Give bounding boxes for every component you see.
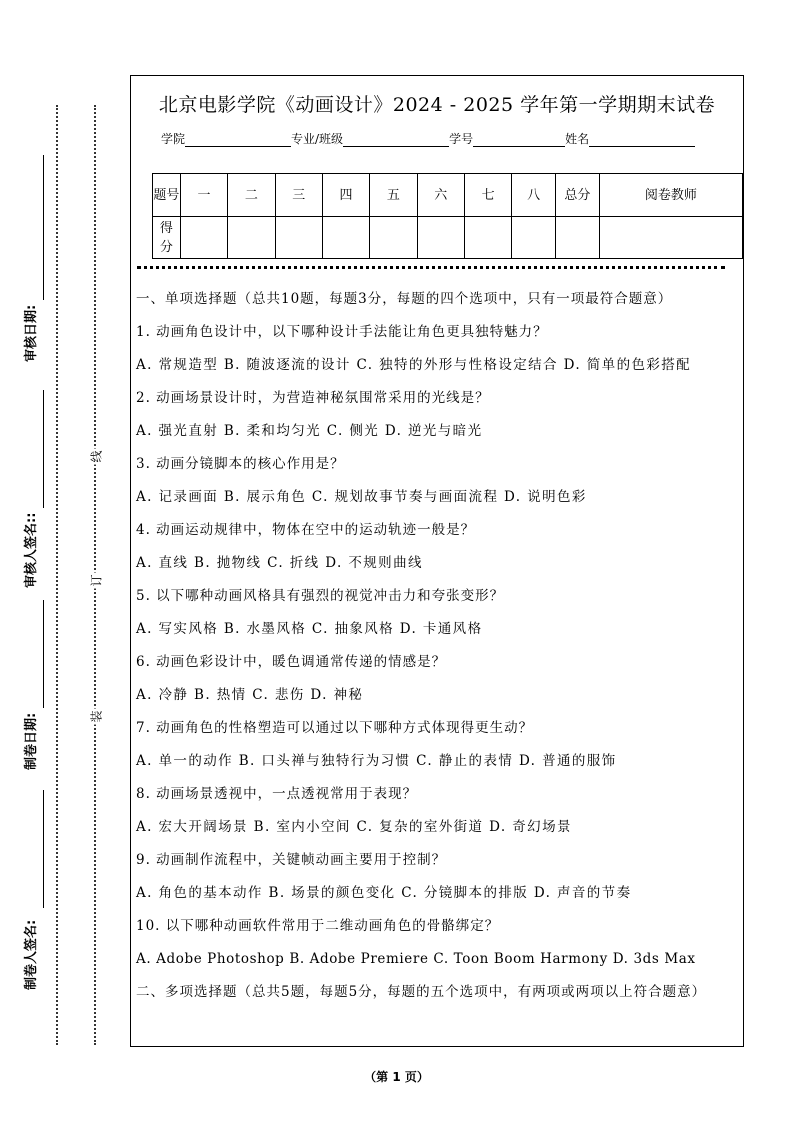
score-cell[interactable] bbox=[512, 217, 556, 259]
exam-title: 北京电影学院《动画设计》2024 - 2025 学年第一学期期末试卷 bbox=[158, 94, 716, 116]
maker-sign-label: 制卷人签名: bbox=[24, 919, 39, 990]
score-cell[interactable] bbox=[599, 217, 742, 259]
binding-char-order: 订 bbox=[89, 574, 104, 587]
score-table-value-row bbox=[153, 217, 743, 259]
options-2: A. 强光直射 B. 柔和均匀光 C. 侧光 D. 逆光与暗光 bbox=[136, 423, 483, 439]
options-1: A. 常规造型 B. 随波逐流的设计 C. 独特的外形与性格设定结合 D. 简单的色彩搭配 bbox=[136, 357, 692, 373]
question-6: 6. 动画色彩设计中，暖色调通常传递的情感是？ bbox=[136, 654, 447, 670]
maker-date-line bbox=[43, 600, 44, 708]
score-cell[interactable] bbox=[322, 217, 369, 259]
question-4: 4. 动画运动规律中，物体在空中的运动轨迹一般是？ bbox=[136, 522, 476, 538]
maker-date-label: 制卷日期: bbox=[24, 712, 39, 770]
question-2: 2. 动画场景设计时，为营造神秘氛围常采用的光线是？ bbox=[136, 390, 490, 406]
binding-char-line: 线 bbox=[89, 450, 104, 463]
question-1: 1. 动画角色设计中，以下哪种设计手法能让角色更具独特魅力？ bbox=[136, 324, 548, 340]
score-header-cell: 阅卷教师 bbox=[599, 174, 742, 217]
options-9: A. 角色的基本动作 B. 场景的颜色变化 C. 分镜脚本的排版 D. 声音的节奏 bbox=[136, 885, 632, 901]
page-number: （第 1 页） bbox=[364, 1070, 429, 1084]
exam-frame bbox=[130, 75, 744, 1047]
major-class-label: 专业/班级 bbox=[291, 132, 344, 146]
score-header-cell: 八 bbox=[512, 174, 556, 217]
score-header-cell: 总分 bbox=[556, 174, 600, 217]
binding-char-bind: 装 bbox=[89, 710, 104, 723]
reviewer-sign-label: 审核人签名:: bbox=[24, 512, 39, 588]
score-cell[interactable] bbox=[228, 217, 275, 259]
score-cell[interactable] bbox=[370, 217, 417, 259]
score-table bbox=[152, 173, 743, 259]
score-cell[interactable] bbox=[417, 217, 464, 259]
section2-heading: 二、多项选择题（总共5题，每题5分，每题的五个选项中，有两项或两项以上符合题意） bbox=[136, 984, 707, 1000]
score-table-header-row bbox=[153, 174, 743, 217]
score-header-cell: 二 bbox=[228, 174, 275, 217]
student-id-field[interactable] bbox=[473, 133, 565, 147]
maker-sign-line bbox=[43, 790, 44, 908]
section1-heading: 一、单项选择题（总共10题，每题3分，每题的四个选项中，只有一项最符合题意） bbox=[136, 291, 673, 307]
reviewer-date-label: 审核日期: bbox=[24, 304, 39, 362]
reviewer-sign-line bbox=[43, 390, 44, 508]
name-field[interactable] bbox=[589, 133, 695, 147]
score-cell[interactable] bbox=[275, 217, 322, 259]
college-field[interactable] bbox=[185, 133, 291, 147]
question-5: 5. 以下哪种动画风格具有强烈的视觉冲击力和夸张变形？ bbox=[136, 588, 505, 604]
student-info-row bbox=[161, 130, 695, 147]
score-cell[interactable] bbox=[180, 217, 227, 259]
major-class-field[interactable] bbox=[343, 133, 449, 147]
question-7: 7. 动画角色的性格塑造可以通过以下哪种方式体现得更生动？ bbox=[136, 720, 534, 736]
exam-content bbox=[136, 288, 740, 1003]
name-label: 姓名 bbox=[565, 132, 590, 146]
question-8: 8. 动画场景透视中，一点透视常用于表现？ bbox=[136, 786, 418, 802]
student-id-label: 学号 bbox=[449, 132, 474, 146]
score-header-cell: 一 bbox=[180, 174, 227, 217]
reviewer-date-line bbox=[43, 155, 44, 300]
score-header-cell: 三 bbox=[275, 174, 322, 217]
options-10: A. Adobe Photoshop B. Adobe Premiere C. Toon Boom Harmony D. 3ds Max bbox=[136, 951, 696, 967]
question-10: 10. 以下哪种动画软件常用于二维动画角色的骨骼绑定？ bbox=[136, 918, 500, 934]
options-3: A. 记录画面 B. 展示角色 C. 规划故事节奏与画面流程 D. 说明色彩 bbox=[136, 489, 587, 505]
score-header-cell: 六 bbox=[417, 174, 464, 217]
score-header-cell: 七 bbox=[464, 174, 511, 217]
question-9: 9. 动画制作流程中，关键帧动画主要用于控制？ bbox=[136, 852, 447, 868]
left-dotted-border bbox=[56, 105, 58, 1045]
dotted-separator bbox=[137, 266, 725, 269]
options-8: A. 宏大开阔场景 B. 室内小空间 C. 复杂的室外街道 D. 奇幻场景 bbox=[136, 819, 572, 835]
score-cell[interactable] bbox=[556, 217, 600, 259]
options-6: A. 冷静 B. 热情 C. 悲伤 D. 神秘 bbox=[136, 687, 364, 703]
college-label: 学院 bbox=[161, 132, 186, 146]
question-3: 3. 动画分镜脚本的核心作用是？ bbox=[136, 456, 345, 472]
score-header-cell: 四 bbox=[322, 174, 369, 217]
options-5: A. 写实风格 B. 水墨风格 C. 抽象风格 D. 卡通风格 bbox=[136, 621, 483, 637]
score-cell[interactable] bbox=[464, 217, 511, 259]
score-row-label: 得分 bbox=[153, 217, 181, 259]
score-header-cell: 五 bbox=[370, 174, 417, 217]
score-header-cell: 题号 bbox=[153, 174, 181, 217]
options-7: A. 单一的动作 B. 口头禅与独特行为习惯 C. 静止的表情 D. 普通的服饰 bbox=[136, 753, 617, 769]
options-4: A. 直线 B. 抛物线 C. 折线 D. 不规则曲线 bbox=[136, 555, 423, 571]
